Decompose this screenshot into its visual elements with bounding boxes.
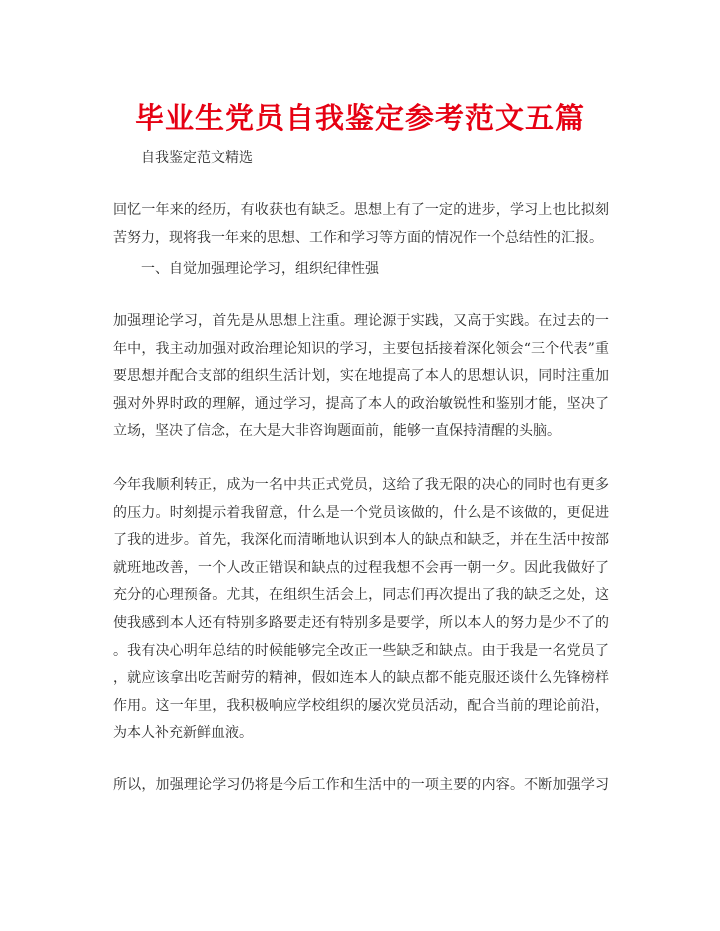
paragraph-line: 年中，我主动加强对政治理论知识的学习，主要包括接着深化领会“三个代表”重: [113, 340, 609, 357]
paragraph-line: 作用。这一年里，我积极响应学校组织的屡次党员活动，配合当前的理论前沿，: [113, 697, 609, 714]
paragraph-line: 回忆一年来的经历，有收获也有缺乏。思想上有了一定的进步，学习上也比拟刻: [113, 202, 609, 218]
body-paragraph-2: [113, 472, 609, 748]
paragraph-line: 了我的进步。首先，我深化而清晰地认识到本人的缺点和缺乏，并在生活中按部: [113, 532, 609, 549]
section-heading: 一、自觉加强理论学习，组织纪律性强: [141, 261, 379, 277]
document-subtitle: 自我鉴定范文精选: [141, 150, 253, 166]
paragraph-line: 加强理论学习，首先是从思想上注重。理论源于实践，又高于实践。在过去的一: [113, 313, 609, 329]
page-title: 毕业生党员自我鉴定参考范文五篇: [134, 101, 585, 135]
paragraph-line: 今年我顺利转正，成为一名中共正式党员，这给了我无限的决心的同时也有更多: [113, 477, 609, 493]
paragraph-line: 立场，坚决了信念，在大是大非咨询题面前，能够一直保持清醒的头脑。: [113, 423, 561, 440]
body-paragraph-3: [113, 772, 609, 800]
paragraph-line: 苦努力，现将我一年来的思想、工作和学习等方面的情况作一个总结性的汇报。: [113, 229, 603, 246]
body-paragraph-1: [113, 308, 609, 446]
paragraph-line: 就班地改善，一个人改正错误和缺点的过程我想不会再一朝一夕。因此我做好了: [113, 559, 609, 576]
paragraph-line: 使我感到本人还有特别多路要走还有特别多是要学，所以本人的努力是少不了的: [113, 614, 609, 631]
paragraph-line: 充分的心理预备。尤其，在组织生活会上，同志们再次提出了我的缺乏之处，这: [113, 587, 609, 604]
paragraph-line: 要思想并配合支部的组织生活计划，实在地提高了本人的思想认识，同时注重加: [113, 368, 609, 385]
paragraph-line: ，就应该拿出吃苦耐劳的精神，假如连本人的缺点都不能克服还谈什么先锋榜样: [113, 670, 609, 687]
intro-paragraph: [113, 197, 609, 252]
paragraph-line: 。我有决心明年总结的时候能够完全改正一些缺乏和缺点。由于我是一名党员了: [113, 642, 609, 659]
paragraph-line: 强对外界时政的理解，通过学习，提高了本人的政治敏锐性和鉴别才能，坚决了: [113, 395, 609, 412]
paragraph-line: 为本人补充新鲜血液。: [113, 725, 253, 742]
paragraph-line: 的压力。时刻提示着我留意，什么是一个党员该做的，什么是不该做的，更促进: [113, 504, 609, 521]
paragraph-line: 所以，加强理论学习仍将是今后工作和生活中的一项主要的内容。不断加强学习: [113, 777, 609, 793]
